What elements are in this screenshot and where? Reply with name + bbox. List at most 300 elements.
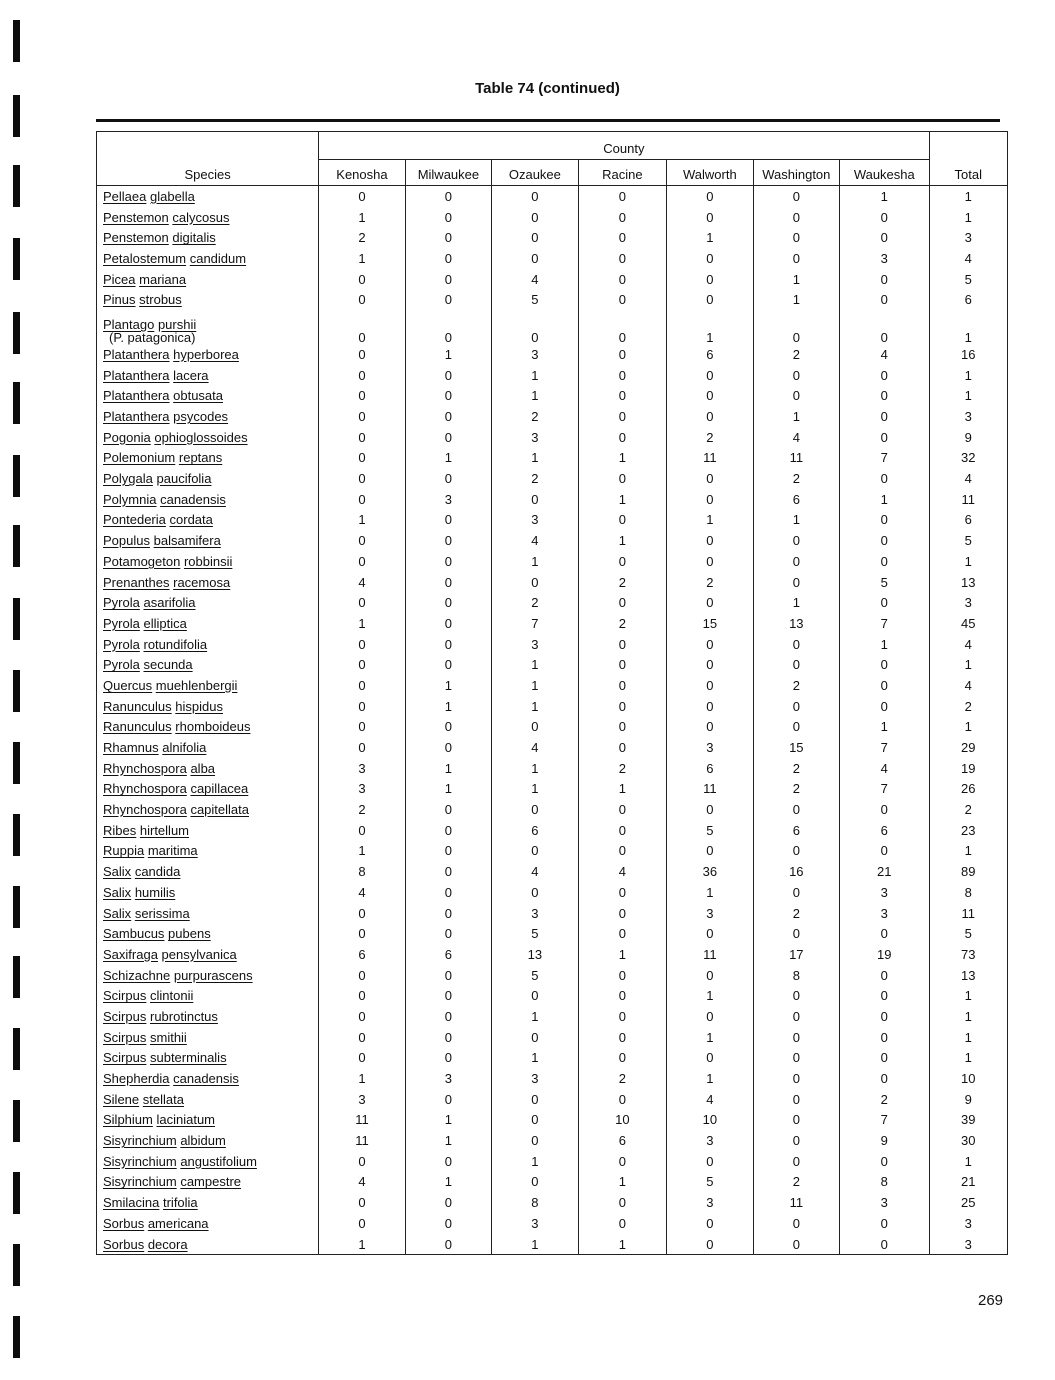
species-epithet: rotundifolia <box>143 636 208 652</box>
species-genus: Quercus <box>103 677 153 693</box>
count-cell: 0 <box>753 1213 839 1234</box>
table-row <box>97 1089 1008 1110</box>
count-cell: 0 <box>578 406 666 427</box>
count-cell: 0 <box>578 1089 666 1110</box>
count-cell: 1 <box>667 985 753 1006</box>
binding-mark <box>13 742 20 784</box>
species-name <box>97 227 319 248</box>
title-rule <box>96 119 1000 122</box>
species-name <box>97 1172 319 1193</box>
count-cell: 0 <box>492 489 578 510</box>
table-row <box>97 944 1008 965</box>
species-epithet: cordata <box>169 512 213 528</box>
table-row <box>97 1048 1008 1069</box>
count-cell: 1 <box>578 944 666 965</box>
species-genus: Penstemon <box>103 209 169 225</box>
count-cell: 7 <box>840 779 929 800</box>
species-genus: Potamogeton <box>103 553 181 569</box>
count-cell: 0 <box>319 289 405 310</box>
count-cell: 0 <box>667 468 753 489</box>
species-name <box>97 903 319 924</box>
count-cell: 13 <box>492 944 578 965</box>
count-cell: 4 <box>492 530 578 551</box>
total-cell: 3 <box>929 227 1007 248</box>
species-genus: Penstemon <box>103 230 169 246</box>
count-cell: 4 <box>840 344 929 365</box>
count-cell: 0 <box>667 634 753 655</box>
count-cell: 1 <box>840 717 929 738</box>
species-genus: Pyrola <box>103 615 140 631</box>
species-genus: Ranunculus <box>103 719 172 735</box>
species-epithet: racemosa <box>173 574 231 590</box>
count-cell: 0 <box>753 1089 839 1110</box>
count-cell: 1 <box>492 365 578 386</box>
count-cell: 6 <box>319 944 405 965</box>
count-cell: 0 <box>840 923 929 944</box>
species-genus: Picea <box>103 271 136 287</box>
species-name <box>97 613 319 634</box>
table-row <box>97 448 1008 469</box>
binding-mark <box>13 670 20 712</box>
count-cell: 11 <box>753 1192 839 1213</box>
total-cell: 3 <box>929 592 1007 613</box>
count-cell: 1 <box>667 1068 753 1089</box>
count-cell: 0 <box>319 592 405 613</box>
total-cell: 1 <box>929 841 1007 862</box>
count-cell: 0 <box>405 841 491 862</box>
county-header-milwaukee: Milwaukee <box>405 160 491 186</box>
count-cell: 0 <box>319 1027 405 1048</box>
total-cell: 25 <box>929 1192 1007 1213</box>
species-genus: Shepherdia <box>103 1071 170 1087</box>
count-cell: 3 <box>667 1130 753 1151</box>
table-row <box>97 654 1008 675</box>
count-cell: 1 <box>492 551 578 572</box>
count-cell: 0 <box>753 717 839 738</box>
count-cell: 15 <box>667 613 753 634</box>
species-epithet: alnifolia <box>162 740 207 756</box>
count-cell: 17 <box>753 944 839 965</box>
count-cell: 0 <box>405 717 491 738</box>
count-cell: 0 <box>405 248 491 269</box>
count-cell: 0 <box>753 551 839 572</box>
count-cell: 0 <box>319 468 405 489</box>
table-row <box>97 310 1008 344</box>
total-cell: 30 <box>929 1130 1007 1151</box>
count-cell: 3 <box>492 510 578 531</box>
count-cell: 0 <box>667 386 753 407</box>
count-cell: 0 <box>578 427 666 448</box>
table-row <box>97 820 1008 841</box>
count-cell: 0 <box>753 1130 839 1151</box>
species-name <box>97 820 319 841</box>
count-cell: 0 <box>840 1048 929 1069</box>
count-cell: 5 <box>492 289 578 310</box>
total-cell: 1 <box>929 186 1007 207</box>
species-epithet: candida <box>134 864 181 880</box>
table-row <box>97 758 1008 779</box>
count-cell: 0 <box>578 1192 666 1213</box>
count-cell: 2 <box>753 1172 839 1193</box>
count-cell: 1 <box>319 248 405 269</box>
total-cell: 1 <box>929 365 1007 386</box>
count-cell: 0 <box>667 269 753 290</box>
table-row <box>97 737 1008 758</box>
count-cell: 0 <box>405 427 491 448</box>
species-name <box>97 1110 319 1131</box>
count-cell: 7 <box>840 1110 929 1131</box>
species-genus: Petalostemum <box>103 250 187 266</box>
count-cell: 4 <box>319 572 405 593</box>
count-cell: 11 <box>667 448 753 469</box>
count-cell: 0 <box>578 1027 666 1048</box>
total-cell: 1 <box>929 386 1007 407</box>
count-cell: 8 <box>492 1192 578 1213</box>
count-cell: 0 <box>667 923 753 944</box>
count-cell: 0 <box>405 406 491 427</box>
count-cell: 0 <box>578 1151 666 1172</box>
species-name <box>97 489 319 510</box>
species-name <box>97 882 319 903</box>
total-cell: 39 <box>929 1110 1007 1131</box>
table-row <box>97 1110 1008 1131</box>
count-cell: 0 <box>753 310 839 344</box>
table-row <box>97 592 1008 613</box>
count-cell: 0 <box>319 344 405 365</box>
count-cell: 2 <box>840 1089 929 1110</box>
species-epithet: digitalis <box>172 230 216 246</box>
count-cell: 3 <box>492 427 578 448</box>
species-name <box>97 1048 319 1069</box>
count-cell: 0 <box>753 530 839 551</box>
count-cell: 0 <box>753 799 839 820</box>
count-cell: 0 <box>578 592 666 613</box>
count-cell: 0 <box>405 1048 491 1069</box>
table-row <box>97 530 1008 551</box>
total-cell: 5 <box>929 923 1007 944</box>
count-cell: 0 <box>578 903 666 924</box>
count-cell: 0 <box>753 1027 839 1048</box>
count-cell: 1 <box>578 1172 666 1193</box>
count-cell: 0 <box>405 510 491 531</box>
count-cell: 0 <box>667 406 753 427</box>
species-genus: Polymnia <box>103 491 157 507</box>
count-cell: 0 <box>840 1068 929 1089</box>
total-cell: 8 <box>929 882 1007 903</box>
county-header-kenosha: Kenosha <box>319 160 405 186</box>
count-cell: 0 <box>319 1048 405 1069</box>
count-cell: 0 <box>753 923 839 944</box>
count-cell: 6 <box>492 820 578 841</box>
count-cell: 0 <box>405 1151 491 1172</box>
count-cell: 0 <box>578 717 666 738</box>
count-cell: 0 <box>405 985 491 1006</box>
count-cell: 2 <box>578 758 666 779</box>
count-cell: 6 <box>405 944 491 965</box>
count-cell: 0 <box>319 985 405 1006</box>
count-cell: 1 <box>319 613 405 634</box>
table-row <box>97 510 1008 531</box>
count-cell: 6 <box>667 758 753 779</box>
count-cell: 1 <box>405 1130 491 1151</box>
species-epithet: hyperborea <box>173 346 239 362</box>
species-genus: Silphium <box>103 1112 153 1128</box>
count-cell: 1 <box>753 406 839 427</box>
count-cell: 0 <box>667 717 753 738</box>
count-cell: 2 <box>319 227 405 248</box>
table-row <box>97 1213 1008 1234</box>
count-cell: 0 <box>405 227 491 248</box>
binding-mark <box>13 1244 20 1286</box>
species-name <box>97 985 319 1006</box>
total-cell: 13 <box>929 572 1007 593</box>
count-cell: 1 <box>405 1110 491 1131</box>
total-cell: 4 <box>929 468 1007 489</box>
count-cell: 0 <box>405 820 491 841</box>
species-name <box>97 289 319 310</box>
table-row <box>97 675 1008 696</box>
count-cell: 0 <box>405 965 491 986</box>
table-row <box>97 289 1008 310</box>
species-name <box>97 1027 319 1048</box>
count-cell: 0 <box>578 841 666 862</box>
count-cell: 0 <box>319 365 405 386</box>
binding-mark <box>13 956 20 998</box>
count-cell: 0 <box>840 799 929 820</box>
count-cell: 5 <box>492 965 578 986</box>
count-cell: 0 <box>578 737 666 758</box>
count-cell: 0 <box>753 386 839 407</box>
county-group-header: County <box>319 132 929 160</box>
species-name <box>97 207 319 228</box>
species-epithet: candidum <box>189 250 247 266</box>
species-genus: Salix <box>103 884 132 900</box>
species-epithet: purpurascens <box>173 967 253 983</box>
table-row <box>97 779 1008 800</box>
count-cell: 0 <box>405 799 491 820</box>
total-cell: 11 <box>929 903 1007 924</box>
count-cell: 0 <box>578 386 666 407</box>
species-name <box>97 758 319 779</box>
table-row <box>97 489 1008 510</box>
table-row <box>97 1234 1008 1255</box>
table-row <box>97 799 1008 820</box>
species-name <box>97 344 319 365</box>
count-cell: 1 <box>840 489 929 510</box>
species-genus: Platanthera <box>103 388 170 404</box>
binding-mark <box>13 1100 20 1142</box>
table-row <box>97 634 1008 655</box>
species-genus: Prenanthes <box>103 574 170 590</box>
table-row <box>97 696 1008 717</box>
total-cell: 16 <box>929 344 1007 365</box>
count-cell: 0 <box>578 654 666 675</box>
count-cell: 0 <box>492 248 578 269</box>
table-row <box>97 406 1008 427</box>
count-cell: 0 <box>405 903 491 924</box>
count-cell: 3 <box>405 1068 491 1089</box>
species-epithet: paucifolia <box>156 471 212 487</box>
species-epithet: rubrotinctus <box>149 1008 218 1024</box>
species-epithet: clintonii <box>149 988 194 1004</box>
count-cell: 0 <box>667 965 753 986</box>
total-cell: 2 <box>929 696 1007 717</box>
total-cell: 1 <box>929 1006 1007 1027</box>
species-county-table <box>96 131 1008 1255</box>
count-cell: 36 <box>667 861 753 882</box>
total-cell: 1 <box>929 1027 1007 1048</box>
count-cell: 4 <box>492 737 578 758</box>
count-cell: 3 <box>840 248 929 269</box>
species-synonym: (P. patagonica) <box>109 330 196 346</box>
species-name <box>97 269 319 290</box>
count-cell: 1 <box>319 841 405 862</box>
count-cell: 0 <box>319 406 405 427</box>
species-genus: Sorbus <box>103 1236 145 1252</box>
species-genus: Pyrola <box>103 636 140 652</box>
count-cell: 1 <box>578 530 666 551</box>
table-row <box>97 903 1008 924</box>
count-cell: 0 <box>753 841 839 862</box>
total-cell: 1 <box>929 207 1007 228</box>
species-name <box>97 551 319 572</box>
total-cell: 19 <box>929 758 1007 779</box>
total-cell: 32 <box>929 448 1007 469</box>
table-row <box>97 365 1008 386</box>
total-cell: 26 <box>929 779 1007 800</box>
species-name <box>97 861 319 882</box>
binding-mark <box>13 382 20 424</box>
species-name <box>97 1006 319 1027</box>
count-cell: 0 <box>578 675 666 696</box>
count-cell: 2 <box>492 468 578 489</box>
species-epithet: calycosus <box>172 209 230 225</box>
species-name <box>97 1151 319 1172</box>
table-row <box>97 248 1008 269</box>
table-row <box>97 965 1008 986</box>
table-row <box>97 468 1008 489</box>
count-cell: 2 <box>492 406 578 427</box>
species-genus: Silene <box>103 1091 140 1107</box>
count-cell: 4 <box>840 758 929 779</box>
count-cell: 0 <box>667 289 753 310</box>
species-genus: Saxifraga <box>103 946 158 962</box>
count-cell: 0 <box>667 592 753 613</box>
count-cell: 0 <box>578 799 666 820</box>
table-row <box>97 613 1008 634</box>
count-cell: 0 <box>840 427 929 448</box>
binding-mark <box>13 598 20 640</box>
species-genus: Schizachne <box>103 967 171 983</box>
species-name <box>97 799 319 820</box>
species-genus: Sisyrinchium <box>103 1153 177 1169</box>
count-cell: 0 <box>319 696 405 717</box>
count-cell: 0 <box>753 207 839 228</box>
count-cell: 0 <box>667 1234 753 1255</box>
count-cell: 3 <box>405 489 491 510</box>
count-cell: 0 <box>840 365 929 386</box>
count-cell: 1 <box>319 207 405 228</box>
count-cell: 0 <box>492 882 578 903</box>
count-cell: 0 <box>840 269 929 290</box>
species-genus: Scirpus <box>103 988 147 1004</box>
count-cell: 0 <box>578 1006 666 1027</box>
species-epithet: muehlenbergii <box>155 677 238 693</box>
count-cell: 0 <box>405 551 491 572</box>
total-cell: 10 <box>929 1068 1007 1089</box>
count-cell: 0 <box>319 1213 405 1234</box>
count-cell: 0 <box>405 1089 491 1110</box>
count-cell: 0 <box>319 1006 405 1027</box>
count-cell: 0 <box>319 717 405 738</box>
table-row <box>97 344 1008 365</box>
species-genus: Smilacina <box>103 1195 160 1211</box>
count-cell: 7 <box>840 448 929 469</box>
count-cell: 0 <box>753 696 839 717</box>
total-cell: 1 <box>929 717 1007 738</box>
count-cell: 1 <box>578 489 666 510</box>
total-cell: 5 <box>929 269 1007 290</box>
species-epithet: obtusata <box>173 388 223 404</box>
species-epithet: purshii <box>157 317 197 333</box>
species-epithet: secunda <box>143 657 193 673</box>
table-row <box>97 1151 1008 1172</box>
count-cell: 3 <box>667 737 753 758</box>
count-cell: 0 <box>492 186 578 207</box>
count-cell: 0 <box>578 269 666 290</box>
species-genus: Scirpus <box>103 1008 147 1024</box>
species-epithet: canadensis <box>160 491 226 507</box>
count-cell: 0 <box>840 1151 929 1172</box>
count-cell: 0 <box>578 289 666 310</box>
count-cell: 1 <box>667 310 753 344</box>
binding-mark <box>13 165 20 207</box>
count-cell: 0 <box>667 248 753 269</box>
species-genus: Pyrola <box>103 595 140 611</box>
count-cell: 0 <box>840 551 929 572</box>
species-epithet: hirtellum <box>139 822 189 838</box>
count-cell: 3 <box>492 344 578 365</box>
count-cell: 0 <box>578 923 666 944</box>
species-epithet: decora <box>147 1236 188 1252</box>
count-cell: 1 <box>405 779 491 800</box>
species-name <box>97 406 319 427</box>
count-cell: 1 <box>840 186 929 207</box>
species-epithet: trifolia <box>162 1195 198 1211</box>
count-cell: 5 <box>840 572 929 593</box>
count-cell: 0 <box>578 696 666 717</box>
count-cell: 0 <box>319 551 405 572</box>
count-cell: 0 <box>319 737 405 758</box>
species-epithet: robbinsii <box>183 553 233 569</box>
count-cell: 2 <box>578 1068 666 1089</box>
species-epithet: americana <box>147 1215 209 1231</box>
count-cell: 0 <box>753 634 839 655</box>
count-cell: 8 <box>753 965 839 986</box>
count-cell: 0 <box>667 207 753 228</box>
total-cell: 11 <box>929 489 1007 510</box>
count-cell: 0 <box>753 572 839 593</box>
count-cell: 8 <box>840 1172 929 1193</box>
count-cell: 0 <box>667 1213 753 1234</box>
species-name <box>97 1068 319 1089</box>
species-genus: Sorbus <box>103 1215 145 1231</box>
count-cell: 1 <box>753 269 839 290</box>
count-cell: 0 <box>492 1110 578 1131</box>
count-cell: 0 <box>319 1192 405 1213</box>
count-cell: 0 <box>405 654 491 675</box>
page-number: 269 <box>978 1292 1004 1309</box>
